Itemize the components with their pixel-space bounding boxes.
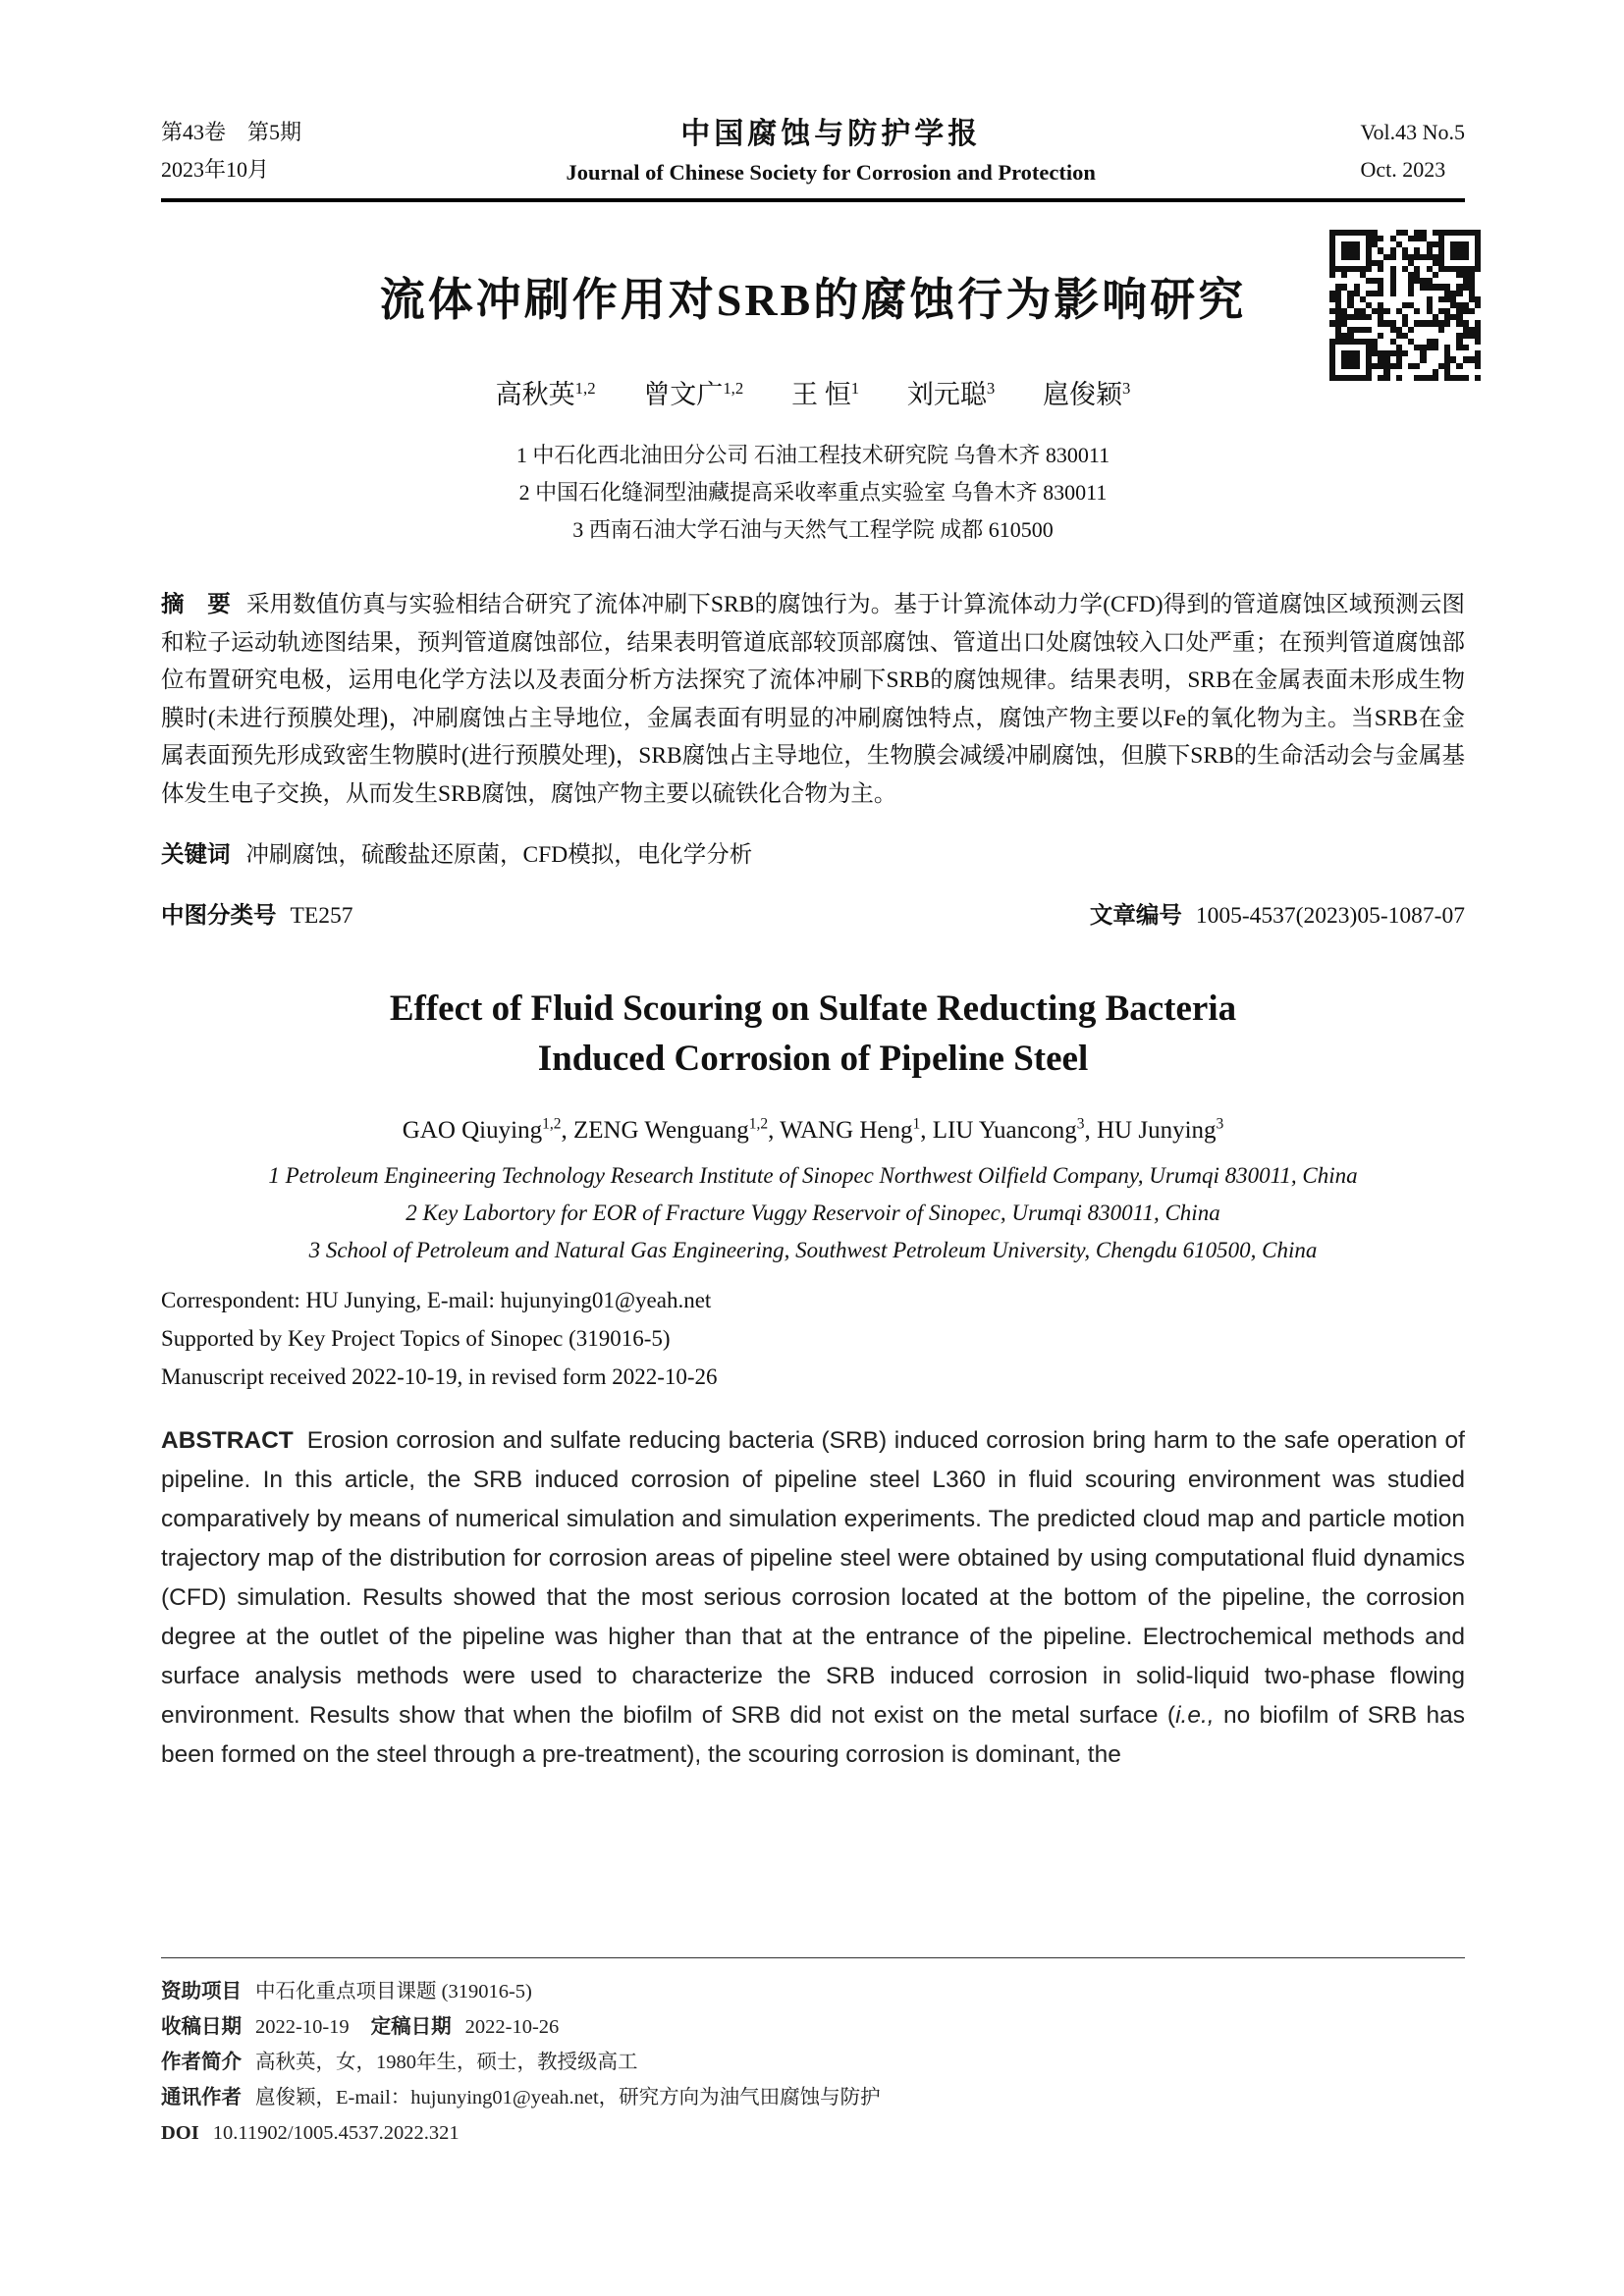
author-affil-sup: 1 xyxy=(912,1115,921,1133)
author-separator: , xyxy=(920,1117,933,1144)
author-name: 高秋英 xyxy=(495,380,575,409)
author-name: WANG Heng xyxy=(780,1117,913,1144)
article-title-en-line2: Induced Corrosion of Pipeline Steel xyxy=(537,1039,1089,1079)
manuscript-line: Manuscript received 2022-10-19, in revised form 2022-10-26 xyxy=(161,1364,718,1389)
author-name: HU Junying xyxy=(1096,1117,1217,1144)
author-en xyxy=(1097,1117,1223,1144)
abstract-text-cn: 采用数值仿真与实验相结合研究了流体冲刷下SRB的腐蚀行为。基于计算流体动力学(CFD)得到的管道腐蚀区域预测云图和粒子运动轨迹图结果，预判管道腐蚀部位，结果表明管道底部较顶部腐蚀、管道出口处腐蚀较入口处严重；在预判管道腐蚀部位布置研究电极，运用电化学方法以及表面分析方法探究了流体冲刷下SRB的腐蚀规律。结果表明，SRB在金属表面未形成生物膜时(未进行预膜处理)，冲刷腐蚀占主导地位，金属表面有明显的冲刷腐蚀特点，腐蚀产物主要以Fe的氧化物为主。当SRB在金属表面预先形成致密生物膜时(进行预膜处理)，SRB腐蚀占主导地位，生物膜会减缓冲刷腐蚀，但膜下SRB的生命活动会与金属基体发生电子交换，从而发生SRB腐蚀，腐蚀产物主要以硫铁化合物为主。 xyxy=(161,592,1465,807)
footnote-doi xyxy=(161,2115,1465,2151)
author-name: ZENG Wenguang xyxy=(572,1117,749,1144)
journal-name-cn: 中国腐蚀与防护学报 xyxy=(680,118,982,150)
supported-line: Supported by Key Project Topics of Sinopec (319016-5) xyxy=(161,1326,671,1351)
author-affil-sup: 1,2 xyxy=(723,379,744,398)
author-affil-sup: 3 xyxy=(1121,379,1131,398)
affiliation-line: 2 中国石化缝洞型油藏提高采收率重点实验室 乌鲁木齐 830011 xyxy=(518,480,1108,505)
clc-label: 中图分类号 xyxy=(161,902,277,929)
author-name: GAO Qiuying xyxy=(402,1117,543,1144)
affiliation-line: 2 Key Labortory for EOR of Fracture Vuggy Reservoir of Sinopec, Urumqi 830011, China xyxy=(406,1201,1220,1225)
authors-en xyxy=(161,1117,1465,1145)
footnote-text: 中石化重点项目课题 (319016-5) xyxy=(255,1981,532,2002)
article-title-cn: 流体冲刷作用对SRB的腐蚀行为影响研究 xyxy=(379,275,1247,325)
publish-date-en: Oct. 2023 xyxy=(1360,157,1446,182)
footnote-label: DOI xyxy=(161,2122,199,2144)
affiliation-line: 3 School of Petroleum and Natural Gas Engineering, Southwest Petroleum University, Chengdu 610500, China xyxy=(308,1238,1318,1262)
author-name: 曾文广 xyxy=(643,380,724,409)
affiliation-line: 3 西南石油大学石油与天然气工程学院 成都 610500 xyxy=(572,517,1054,542)
author-name: 刘元聪 xyxy=(906,380,987,409)
author-separator: , xyxy=(768,1117,781,1144)
header-right xyxy=(1360,114,1465,188)
header-rule xyxy=(161,198,1465,202)
author-affil-sup: 3 xyxy=(986,379,996,398)
keywords-label: 关键词 xyxy=(161,841,231,868)
footnote-dates xyxy=(161,2009,1465,2045)
footnote-corresponding-author xyxy=(161,2080,1465,2115)
article-title-en xyxy=(161,984,1465,1084)
journal-name-en: Journal of Chinese Society for Corrosion and Protection xyxy=(566,160,1096,185)
affiliations-en xyxy=(161,1157,1465,1269)
document-id-label: 文章编号 xyxy=(1089,902,1182,929)
correspondent-line: Correspondent: HU Junying, E-mail: hujunying01@yeah.net xyxy=(161,1288,712,1312)
document-id-value: 1005-4537(2023)05-1087-07 xyxy=(1195,902,1465,929)
footnote-text: 扈俊颖，E-mail：hujunying01@yeah.net，研究方向为油气田腐蚀与防护 xyxy=(255,2087,881,2109)
publish-date-cn: 2023年10月 xyxy=(161,157,270,182)
author-en xyxy=(933,1117,1097,1144)
author-cn xyxy=(791,380,859,409)
article-title-en-line1: Effect of Fluid Scouring on Sulfate Reducting Bacteria xyxy=(389,988,1237,1029)
contact-block xyxy=(161,1281,1465,1396)
author-cn xyxy=(496,380,596,409)
clc-value: TE257 xyxy=(290,902,353,929)
volume-issue-cn: 第43卷 第5期 xyxy=(161,120,302,144)
affiliation-line: 1 中石化西北油田分公司 石油工程技术研究院 乌鲁木齐 830011 xyxy=(515,443,1110,467)
qr-code xyxy=(1329,230,1481,381)
author-name: LIU Yuancong xyxy=(932,1117,1077,1144)
author-en xyxy=(403,1117,573,1144)
author-separator: , xyxy=(561,1117,573,1144)
abstract-text-en-italic: i.e., xyxy=(1175,1702,1215,1729)
abstract-cn xyxy=(161,586,1465,813)
footnote-label: 作者简介 xyxy=(161,2052,242,2073)
author-cn xyxy=(1043,380,1130,409)
author-cn xyxy=(907,380,995,409)
author-affil-sup: 1,2 xyxy=(542,1115,562,1133)
author-affil-sup: 1,2 xyxy=(574,379,596,398)
affiliations-cn xyxy=(161,437,1465,549)
authors-cn xyxy=(161,373,1465,411)
header-center xyxy=(301,114,1360,190)
author-name: 扈俊颖 xyxy=(1042,380,1122,409)
volume-issue-en: Vol.43 No.5 xyxy=(1360,120,1465,144)
abstract-text-en-part2: no biofilm of SRB has been formed on the steel through a pre-treatment), the scouring corrosion is dominant, the xyxy=(161,1702,1465,1768)
abstract-text-en-part1: Erosion corrosion and sulfate reducing bacteria (SRB) induced corrosion bring harm to the safe operation of pipeline. In this article, the SRB induced corrosion of pipeline steel L360 in fluid scouring environment was studied comparatively by means of numerical simulation and simulation experiments. The predicted cloud map and particle motion trajectory map of the distribution for corrosion areas of pipeline steel were obtained by using computational fluid dynamics (CFD) simulation. Results showed that the most serious corrosion located at the bottom of the pipeline, the corrosion degree at the outlet of the pipeline was higher than that at the entrance of the pipeline. Electrochemical methods and surface analysis methods were used to characterize the SRB induced corrosion in solid-liquid two-phase flowing environment. Results show that when the biofilm of SRB did not exist on the metal surface ( xyxy=(161,1427,1465,1729)
footnote-label: 定稿日期 xyxy=(370,2016,452,2038)
author-affil-sup: 1 xyxy=(850,379,860,398)
footnote-text: 高秋英，女，1980年生，硕士，教授级高工 xyxy=(255,2052,638,2073)
author-en xyxy=(573,1117,780,1144)
author-name: 王 恒 xyxy=(790,380,851,409)
footnote-label: 通讯作者 xyxy=(161,2087,242,2109)
author-affil-sup: 3 xyxy=(1076,1115,1085,1133)
author-en xyxy=(780,1117,933,1144)
footnotes xyxy=(161,1957,1465,2151)
footnote-text: 10.11902/1005.4537.2022.321 xyxy=(212,2122,460,2144)
affiliation-line: 1 Petroleum Engineering Technology Research Institute of Sinopec Northwest Oilfield Company, Urumqi 830011, China xyxy=(268,1163,1358,1188)
footnote-text: 2022-10-26 xyxy=(464,2016,560,2038)
footnote-funding xyxy=(161,1974,1465,2009)
author-affil-sup: 3 xyxy=(1216,1115,1224,1133)
abstract-label-cn: 摘 要 xyxy=(161,592,231,617)
footnote-label: 收稿日期 xyxy=(161,2016,242,2038)
clc-number xyxy=(161,897,352,935)
footnote-text: 2022-10-19 xyxy=(255,2016,350,2038)
footnote-author-bio xyxy=(161,2045,1465,2080)
author-separator: , xyxy=(1084,1117,1097,1144)
meta-line xyxy=(161,897,1465,935)
journal-header xyxy=(161,114,1465,190)
abstract-en xyxy=(161,1421,1465,1775)
document-id xyxy=(1090,897,1465,935)
abstract-label-en: ABSTRACT xyxy=(161,1427,294,1454)
keywords-line xyxy=(161,836,1465,875)
keywords-text: 冲刷腐蚀，硫酸盐还原菌，CFD模拟，电化学分析 xyxy=(245,841,753,868)
header-left xyxy=(161,114,301,188)
author-cn xyxy=(643,380,743,409)
footnote-label: 资助项目 xyxy=(161,1981,242,2002)
author-affil-sup: 1,2 xyxy=(748,1115,769,1133)
